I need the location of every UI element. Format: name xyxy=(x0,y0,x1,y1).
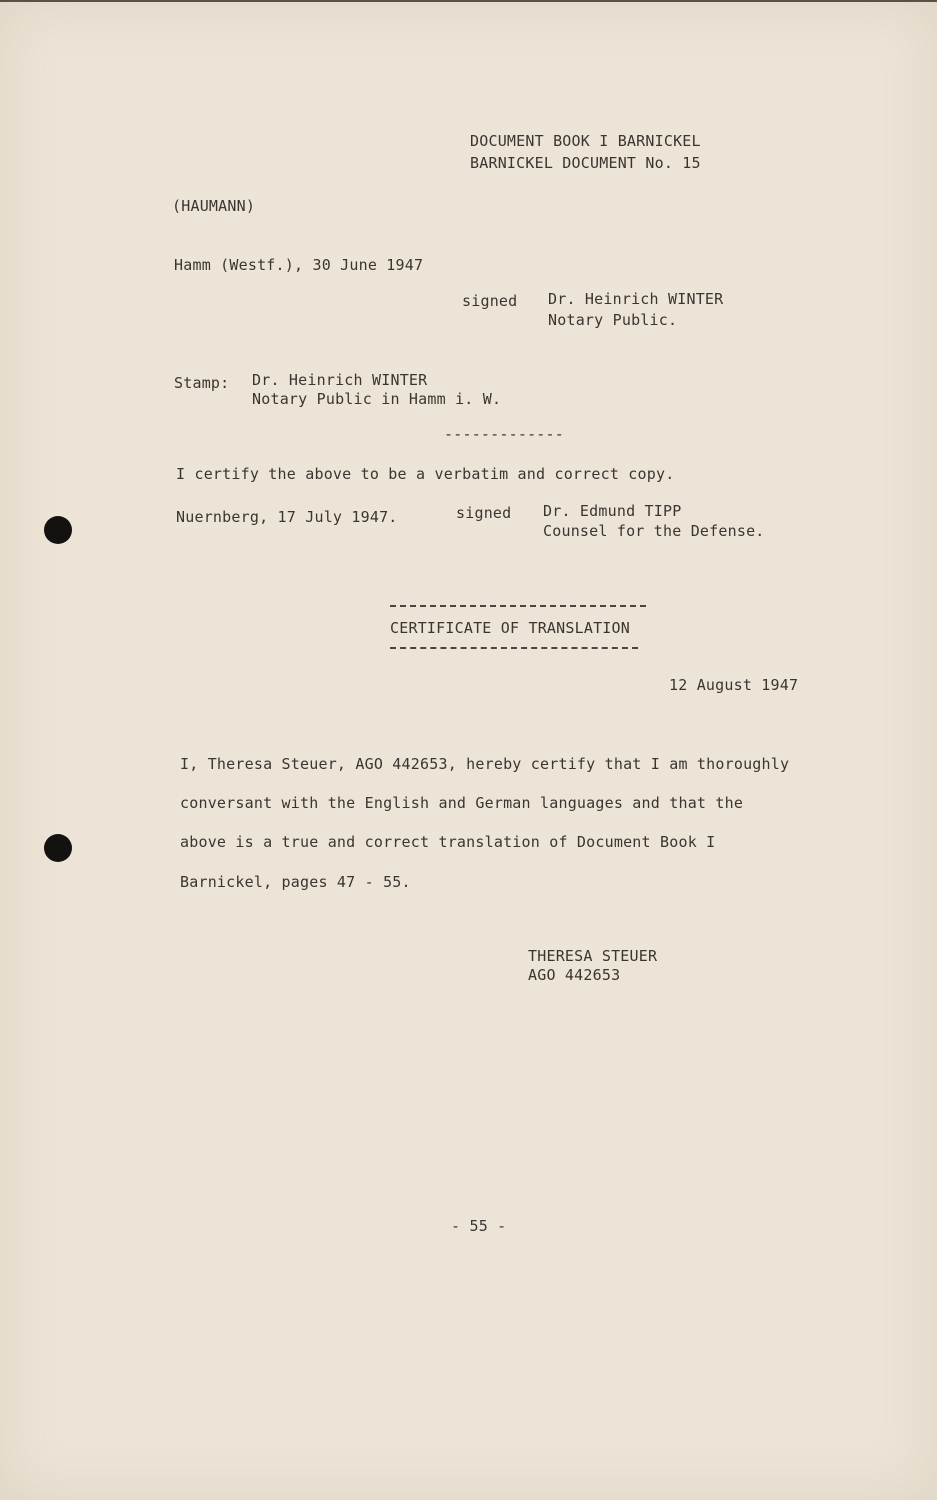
header-document-book: DOCUMENT BOOK I BARNICKEL xyxy=(470,132,701,150)
header-document-number: BARNICKEL DOCUMENT No. 15 xyxy=(470,154,701,172)
top-edge-line xyxy=(0,0,937,2)
translator-name: THERESA STEUER xyxy=(528,947,658,965)
stamp-line-1: Dr. Heinrich WINTER xyxy=(252,371,428,389)
certificate-title: CERTIFICATE OF TRANSLATION xyxy=(390,619,630,637)
certificate-date: 12 August 1947 xyxy=(669,676,799,694)
separator-short: ------------- xyxy=(444,425,564,443)
translator-id: AGO 442653 xyxy=(528,966,621,984)
notary-title: Notary Public. xyxy=(548,311,678,329)
place-date: Hamm (Westf.), 30 June 1947 xyxy=(174,256,424,274)
signed-label: signed xyxy=(462,292,518,310)
punch-hole-lower xyxy=(44,834,72,862)
defense-signed-label: signed xyxy=(456,504,512,522)
defense-counsel-title: Counsel for the Defense. xyxy=(543,522,765,540)
page-number: - 55 - xyxy=(451,1217,507,1235)
certificate-body-line-4: Barnickel, pages 47 - 55. xyxy=(180,873,411,891)
defense-place-date: Nuernberg, 17 July 1947. xyxy=(176,508,398,526)
certify-copy-statement: I certify the above to be a verbatim and correct copy. xyxy=(176,465,675,483)
certificate-rule-top xyxy=(390,605,646,607)
author-name: (HAUMANN) xyxy=(172,197,256,215)
stamp-label: Stamp: xyxy=(174,374,230,392)
stamp-line-2: Notary Public in Hamm i. W. xyxy=(252,390,502,408)
certificate-body-line-2: conversant with the English and German languages and that the xyxy=(180,794,744,812)
punch-hole-upper xyxy=(44,516,72,544)
defense-counsel-name: Dr. Edmund TIPP xyxy=(543,502,682,520)
certificate-body-line-3: above is a true and correct translation of Document Book I xyxy=(180,833,716,851)
certificate-body-line-1: I, Theresa Steuer, AGO 442653, hereby certify that I am thoroughly xyxy=(180,755,790,773)
notary-name: Dr. Heinrich WINTER xyxy=(548,290,724,308)
certificate-rule-bottom xyxy=(390,647,638,649)
